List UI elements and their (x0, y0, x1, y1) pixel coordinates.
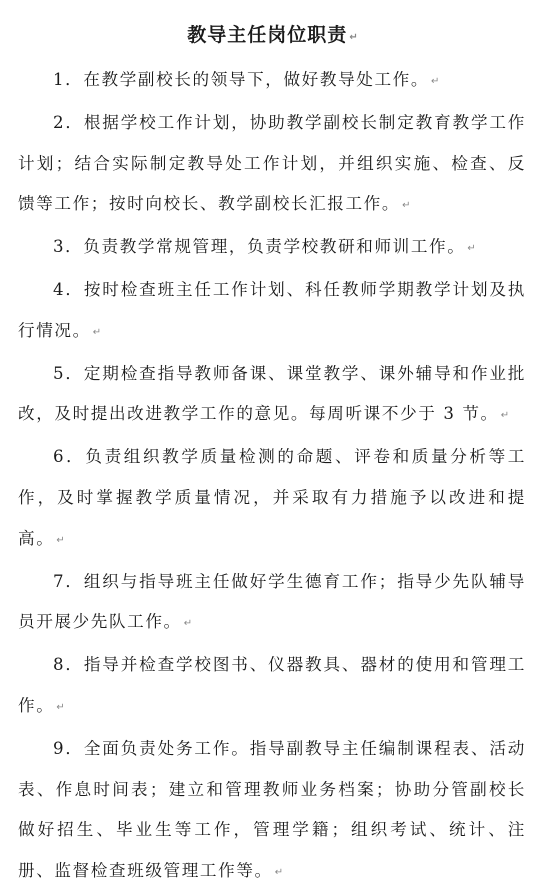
duty-item-text: 9．全面负责处务工作。指导副教导主任编制课程表、活动表、作息时间表；建立和管理教师业务档案；协助分管副校长做好招生、毕业生等工作，管理学籍；组织考试、统计、注册、监督检查班级管理工作等。 (18, 738, 526, 881)
duty-item-text: 8．指导并检查学校图书、仪器教具、器材的使用和管理工作。 (18, 655, 526, 715)
paragraph-mark-icon: ↵ (56, 701, 65, 713)
duty-item-text: 1．在教学副校长的领导下，做好教导处工作。 (53, 70, 430, 89)
paragraph-mark-icon: ↵ (402, 200, 411, 212)
paragraph-mark-icon: ↵ (500, 410, 510, 422)
paragraph-mark-icon: ↵ (349, 32, 358, 43)
duty-item-2 (18, 103, 526, 227)
duty-item-text: 7．组织与指导班主任做好学生德育工作；指导少先队辅导员开展少先队工作。 (18, 571, 526, 632)
duty-item-9 (18, 729, 526, 894)
paragraph-mark-icon: ↵ (274, 867, 284, 879)
document-body (18, 60, 526, 894)
duty-item-8 (18, 645, 526, 729)
document-title-line (0, 20, 545, 53)
duty-item-3 (18, 227, 526, 270)
duty-item-text: 4．按时检查班主任工作计划、科任教师学期教学计划及执行情况。 (18, 279, 526, 340)
duty-item-text: 3．负责教学常规管理，负责学校教研和师训工作。 (53, 237, 466, 257)
duty-item-1 (18, 60, 526, 103)
duty-item-text: 5．定期检查指导教师备课、课堂教学、课外辅导和作业批改，及时提出改进教学工作的意见。每周听课不少于 3 节。 (18, 363, 526, 424)
paragraph-mark-icon: ↵ (56, 534, 65, 546)
paragraph-mark-icon: ↵ (431, 76, 440, 87)
duty-item-4 (18, 270, 526, 354)
duty-item-text: 2．根据学校工作计划，协助教学副校长制定教育教学工作计划；结合实际制定教导处工作计划，并组织实施、检查、反馈等工作；按时向校长、教学副校长汇报工作。 (18, 112, 526, 214)
paragraph-mark-icon: ↵ (183, 618, 193, 630)
paragraph-mark-icon: ↵ (467, 243, 476, 255)
paragraph-mark-icon: ↵ (92, 326, 102, 338)
document-title: 教导主任岗位职责 (187, 24, 348, 46)
duty-item-text: 6．负责组织教学质量检测的命题、评卷和质量分析等工作，及时掌握教学质量情况，并采取有力措施予以改进和提高。 (18, 447, 526, 548)
duty-item-5 (18, 354, 526, 438)
duty-item-7 (18, 562, 526, 646)
duty-item-6 (18, 437, 526, 561)
